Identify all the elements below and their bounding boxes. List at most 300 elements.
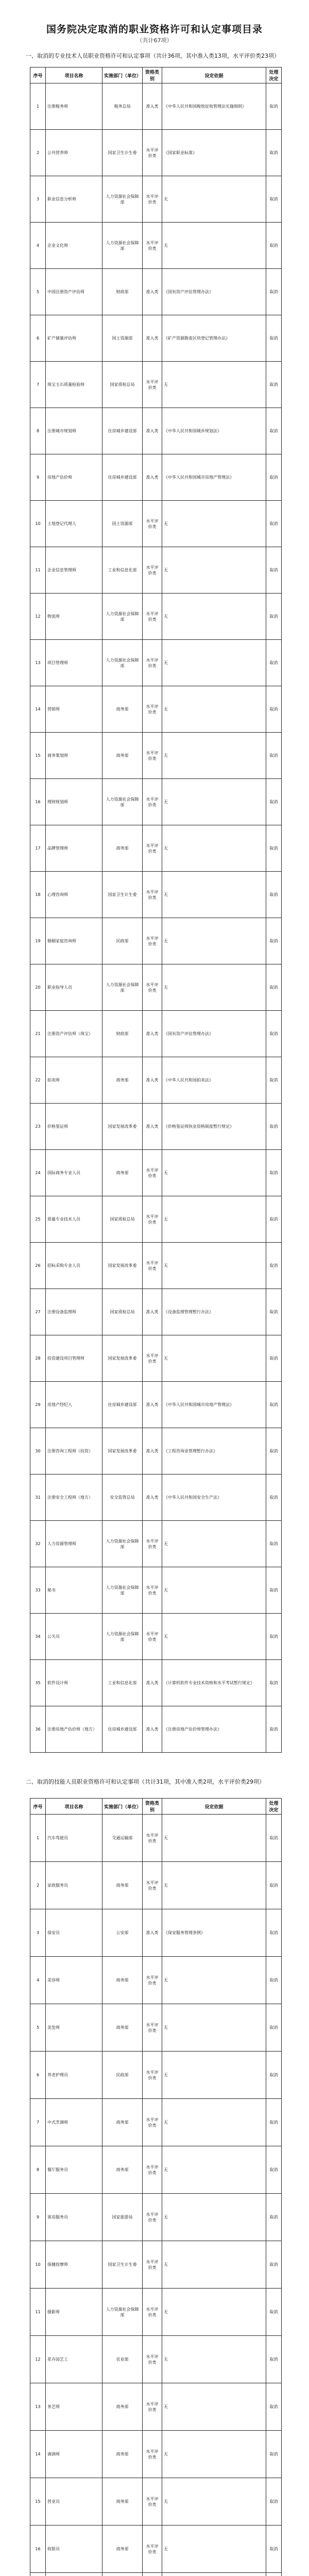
cell-no: 17 — [30, 825, 46, 872]
cell-name: 企业信息管理师 — [46, 547, 102, 594]
table-row — [30, 130, 282, 176]
cell-dept: 农业部 — [102, 2336, 143, 2383]
cell-name: 企业文化师 — [46, 223, 102, 269]
cell-no: 13 — [30, 2383, 46, 2431]
cell-no: 36 — [30, 1706, 46, 1753]
cell-decision: 取消 — [266, 83, 282, 130]
cell-decision: 取消 — [266, 130, 282, 176]
header-no: 序号 — [30, 67, 46, 83]
table-row — [30, 176, 282, 223]
cell-decision: 取消 — [266, 1660, 282, 1706]
table-row — [30, 2146, 282, 2194]
cell-type: 水平评价类 — [143, 964, 162, 1011]
cell-dept: 商务部 — [102, 2099, 143, 2146]
cell-name: 投资建设项目管理师 — [46, 1335, 102, 1382]
cell-no: 4 — [30, 223, 46, 269]
cell-decision: 取消 — [266, 1104, 282, 1150]
cell-no: 29 — [30, 1382, 46, 1428]
cell-dept: 国家质检总局 — [102, 1289, 143, 1335]
cell-type: 准入类 — [143, 1475, 162, 1521]
cell-name: 营业员 — [46, 2478, 102, 2526]
cell-no: 3 — [30, 1909, 46, 1957]
table-row — [30, 1335, 282, 1382]
cell-name: 花卉园艺工 — [46, 2336, 102, 2383]
cell-dept: 税务总局 — [102, 83, 143, 130]
cell-type: 水平评价类 — [143, 1196, 162, 1243]
cell-type: 水平评价类 — [143, 2194, 162, 2241]
cell-decision: 取消 — [266, 408, 282, 454]
cell-type: 水平评价类 — [143, 1567, 162, 1614]
cell-dept: 商务部 — [102, 825, 143, 872]
table-row — [30, 825, 282, 872]
cell-name: 注册安全工程师（地方） — [46, 1475, 102, 1521]
cell-basis: 无 — [162, 1150, 266, 1196]
cell-no: 19 — [30, 918, 46, 964]
cell-no: 24 — [30, 1150, 46, 1196]
cell-decision: 取消 — [266, 1335, 282, 1382]
cell-no: 9 — [30, 2194, 46, 2241]
cell-name: 汽车驾驶员 — [46, 1815, 102, 1862]
cell-decision: 取消 — [266, 1428, 282, 1475]
cell-no: 30 — [30, 1428, 46, 1475]
cell-basis: 无 — [162, 964, 266, 1011]
cell-type: 水平评价类 — [143, 1150, 162, 1196]
cell-name: 美发师 — [46, 2004, 102, 2052]
cell-dept: 商务部 — [102, 2383, 143, 2431]
cell-no: 33 — [30, 1567, 46, 1614]
cell-basis: 无 — [162, 1614, 266, 1660]
cell-name — [46, 2573, 102, 2576]
table-row — [30, 594, 282, 640]
cell-decision: 取消 — [266, 733, 282, 779]
cell-type: 准入类 — [143, 1660, 162, 1706]
cell-dept: 人力资源社会保障部 — [102, 640, 143, 686]
cell-basis: 无 — [162, 2383, 266, 2431]
cell-decision: 取消 — [266, 2289, 282, 2336]
cell-basis: 《国有资产评估管理办法》 — [162, 1011, 266, 1057]
cell-type: 水平评价类 — [143, 1335, 162, 1382]
cell-decision: 取消 — [266, 2383, 282, 2431]
cell-decision: 取消 — [266, 2146, 282, 2194]
cell-dept: 商务部 — [102, 2004, 143, 2052]
cell-name: 物流师 — [46, 594, 102, 640]
cell-dept: 商务部 — [102, 2526, 143, 2573]
cell-name: 调酒师 — [46, 2431, 102, 2478]
header-decision: 处理决定 — [266, 67, 282, 83]
table-row — [30, 1567, 282, 1614]
cell-type: 水平评价类 — [143, 2478, 162, 2526]
table-row — [30, 2383, 282, 2431]
cell-type: 水平评价类 — [143, 779, 162, 825]
cell-no: 22 — [30, 1057, 46, 1104]
cell-type — [143, 2573, 162, 2576]
cell-decision — [266, 2573, 282, 2576]
cell-basis: 无 — [162, 1862, 266, 1909]
cell-dept: 国家质检总局 — [102, 1196, 143, 1243]
cell-dept: 国家发展改革委 — [102, 1335, 143, 1382]
table-row — [30, 269, 282, 315]
cell-basis: 《价格鉴证师执业资格制度暂行规定》 — [162, 1104, 266, 1150]
cell-name: 珠宝玉石质量检验师 — [46, 362, 102, 408]
cell-no: 2 — [30, 130, 46, 176]
cell-decision: 取消 — [266, 2478, 282, 2526]
table-row — [30, 733, 282, 779]
table-row — [30, 1196, 282, 1243]
cell-name: 拍卖师 — [46, 1057, 102, 1104]
cell-basis: 《国有资产评估管理办法》 — [162, 269, 266, 315]
cell-basis: 无 — [162, 2146, 266, 2194]
cell-no: 3 — [30, 176, 46, 223]
cell-no: 35 — [30, 1660, 46, 1706]
professional-qualification-table — [30, 67, 282, 1753]
cell-decision: 取消 — [266, 1057, 282, 1104]
cell-name: 注册资产评估师（珠宝） — [46, 1011, 102, 1057]
cell-name: 价格鉴证师 — [46, 1104, 102, 1150]
cell-decision: 取消 — [266, 640, 282, 686]
cell-no: 12 — [30, 594, 46, 640]
cell-decision: 取消 — [266, 2194, 282, 2241]
table-row — [30, 2573, 282, 2576]
cell-no: 23 — [30, 1104, 46, 1150]
cell-decision: 取消 — [266, 918, 282, 964]
cell-decision: 取消 — [266, 1614, 282, 1660]
cell-decision: 取消 — [266, 1567, 282, 1614]
cell-type: 水平评价类 — [143, 2336, 162, 2383]
cell-basis: 无 — [162, 1196, 266, 1243]
cell-basis: 无 — [162, 733, 266, 779]
cell-basis: 《国家职业标准》 — [162, 130, 266, 176]
cell-decision: 取消 — [266, 362, 282, 408]
table-header-row — [30, 1799, 282, 1815]
cell-no: 31 — [30, 1475, 46, 1521]
table-row — [30, 1382, 282, 1428]
cell-decision: 取消 — [266, 501, 282, 547]
cell-type: 水平评价类 — [143, 1521, 162, 1567]
cell-decision: 取消 — [266, 1815, 282, 1862]
cell-dept: 工业和信息化部 — [102, 547, 143, 594]
cell-name: 保安员 — [46, 1909, 102, 1957]
table-row — [30, 454, 282, 501]
cell-no: 4 — [30, 1957, 46, 2004]
cell-basis: 《中华人民共和国城市房地产管理法》 — [162, 1382, 266, 1428]
cell-no: 32 — [30, 1521, 46, 1567]
cell-type: 准入类 — [143, 1706, 162, 1753]
cell-type: 水平评价类 — [143, 825, 162, 872]
cell-decision: 取消 — [266, 1011, 282, 1057]
cell-no: 7 — [30, 2099, 46, 2146]
cell-no: 5 — [30, 269, 46, 315]
cell-basis: 无 — [162, 2241, 266, 2289]
cell-type: 水平评价类 — [143, 918, 162, 964]
cell-no: 15 — [30, 2478, 46, 2526]
cell-no: 16 — [30, 2526, 46, 2573]
table-row — [30, 1011, 282, 1057]
cell-dept: 国家质检总局 — [102, 362, 143, 408]
cell-dept: 商务部 — [102, 1150, 143, 1196]
cell-no: 6 — [30, 315, 46, 362]
cell-decision: 取消 — [266, 1196, 282, 1243]
cell-name: 软件设计师 — [46, 1660, 102, 1706]
header-type: 资格类别 — [143, 67, 162, 83]
cell-name: 保健按摩师 — [46, 2241, 102, 2289]
cell-dept: 财政部 — [102, 269, 143, 315]
table-row — [30, 362, 282, 408]
cell-dept: 民政部 — [102, 918, 143, 964]
cell-basis: 无 — [162, 872, 266, 918]
cell-decision: 取消 — [266, 779, 282, 825]
cell-name: 国际商务专业人员 — [46, 1150, 102, 1196]
table-row — [30, 779, 282, 825]
table-row — [30, 1521, 282, 1567]
cell-dept: 工业和信息化部 — [102, 1660, 143, 1706]
cell-decision: 取消 — [266, 1289, 282, 1335]
cell-decision: 取消 — [266, 223, 282, 269]
cell-dept: 公安部 — [102, 1909, 143, 1957]
cell-name: 注册咨询工程师（投资） — [46, 1428, 102, 1475]
table-row — [30, 2336, 282, 2383]
cell-dept: 人力资源社会保障部 — [102, 779, 143, 825]
table-row — [30, 1428, 282, 1475]
cell-type: 水平评价类 — [143, 872, 162, 918]
cell-type: 水平评价类 — [143, 1243, 162, 1289]
table-row — [30, 547, 282, 594]
cell-no: 11 — [30, 2289, 46, 2336]
cell-type: 水平评价类 — [143, 130, 162, 176]
cell-decision: 取消 — [266, 315, 282, 362]
cell-name: 营销师 — [46, 686, 102, 733]
cell-dept: 住房城乡建设部 — [102, 1382, 143, 1428]
cell-dept: 国土资源部 — [102, 315, 143, 362]
cell-name: 秘书 — [46, 1567, 102, 1614]
cell-decision: 取消 — [266, 547, 282, 594]
cell-basis: 无 — [162, 223, 266, 269]
cell-decision: 取消 — [266, 594, 282, 640]
cell-no: 14 — [30, 686, 46, 733]
cell-decision: 取消 — [266, 964, 282, 1011]
cell-basis: 《中华人民共和国城市房地产管理法》 — [162, 454, 266, 501]
cell-name: 职业信息分析师 — [46, 176, 102, 223]
cell-decision: 取消 — [266, 1909, 282, 1957]
table-row — [30, 1909, 282, 1957]
cell-no: 20 — [30, 964, 46, 1011]
cell-name: 理财规划师 — [46, 779, 102, 825]
table-row — [30, 2194, 282, 2241]
cell-dept — [102, 2573, 143, 2576]
cell-dept: 国家旅游局 — [102, 2194, 143, 2241]
table-row — [30, 1957, 282, 2004]
cell-dept: 商务部 — [102, 1957, 143, 2004]
cell-decision: 取消 — [266, 2431, 282, 2478]
cell-type: 准入类 — [143, 1289, 162, 1335]
cell-basis: 无 — [162, 640, 266, 686]
table-row — [30, 501, 282, 547]
cell-dept: 民政部 — [102, 2052, 143, 2099]
cell-basis: 无 — [162, 2526, 266, 2573]
cell-decision: 取消 — [266, 1382, 282, 1428]
cell-dept: 住房城乡建设部 — [102, 408, 143, 454]
cell-type: 水平评价类 — [143, 362, 162, 408]
cell-decision: 取消 — [266, 269, 282, 315]
cell-dept: 住房城乡建设部 — [102, 1706, 143, 1753]
cell-basis: 《中华人民共和国拍卖法》 — [162, 1057, 266, 1104]
cell-name: 房地产估价师 — [46, 454, 102, 501]
cell-type: 准入类 — [143, 408, 162, 454]
cell-dept: 商务部 — [102, 686, 143, 733]
cell-dept: 人力资源社会保障部 — [102, 594, 143, 640]
cell-basis: 无 — [162, 1957, 266, 2004]
cell-type: 准入类 — [143, 1382, 162, 1428]
cell-basis: 无 — [162, 779, 266, 825]
cell-no: 26 — [30, 1243, 46, 1289]
cell-name: 中式烹调师 — [46, 2099, 102, 2146]
cell-dept: 国家卫生计生委 — [102, 872, 143, 918]
table-row — [30, 408, 282, 454]
cell-no: 16 — [30, 779, 46, 825]
cell-name: 土地登记代理人 — [46, 501, 102, 547]
cell-name: 房地产经纪人 — [46, 1382, 102, 1428]
table-row — [30, 2289, 282, 2336]
cell-basis: 无 — [162, 176, 266, 223]
cell-no: 28 — [30, 1335, 46, 1382]
cell-type: 水平评价类 — [143, 1614, 162, 1660]
cell-dept: 国家卫生计生委 — [102, 2241, 143, 2289]
cell-dept: 国家发展改革委 — [102, 1243, 143, 1289]
cell-name: 注册城市规划师 — [46, 408, 102, 454]
cell-no: 6 — [30, 2052, 46, 2099]
cell-name: 客房服务员 — [46, 2194, 102, 2241]
table-row — [30, 640, 282, 686]
cell-decision: 取消 — [266, 1521, 282, 1567]
table-row — [30, 2526, 282, 2573]
cell-basis: 无 — [162, 2431, 266, 2478]
cell-basis: 无 — [162, 1521, 266, 1567]
header-basis: 设定依据 — [162, 1799, 266, 1815]
cell-type: 水平评价类 — [143, 2383, 162, 2431]
cell-type: 水平评价类 — [143, 501, 162, 547]
header-name: 项目名称 — [46, 67, 102, 83]
cell-basis: 无 — [162, 1567, 266, 1614]
header-no: 序号 — [30, 1799, 46, 1815]
cell-dept: 国家发展改革委 — [102, 1428, 143, 1475]
page-title: 国务院决定取消的职业资格许可和认定事项目录 — [46, 24, 263, 35]
cell-dept: 人力资源社会保障部 — [102, 1521, 143, 1567]
cell-no: 8 — [30, 408, 46, 454]
table-row — [30, 1104, 282, 1150]
cell-type: 水平评价类 — [143, 2431, 162, 2478]
cell-no: 2 — [30, 1862, 46, 1909]
cell-dept: 人力资源社会保障部 — [102, 1614, 143, 1660]
cell-name: 家政服务员 — [46, 1862, 102, 1909]
cell-name: 心理咨询师 — [46, 872, 102, 918]
cell-type: 水平评价类 — [143, 2289, 162, 2336]
cell-type: 准入类 — [143, 1011, 162, 1057]
cell-name: 质量专业技术人员 — [46, 1196, 102, 1243]
cell-type: 水平评价类 — [143, 2146, 162, 2194]
cell-name: 茶艺师 — [46, 2383, 102, 2431]
cell-dept: 人力资源社会保障部 — [102, 1567, 143, 1614]
cell-no: 34 — [30, 1614, 46, 1660]
cell-decision: 取消 — [266, 1475, 282, 1521]
cell-dept: 人力资源社会保障部 — [102, 223, 143, 269]
cell-name: 注册税务师 — [46, 83, 102, 130]
table-row — [30, 1057, 282, 1104]
cell-name: 注册设备监理师 — [46, 1289, 102, 1335]
header-decision: 处理决定 — [266, 1799, 282, 1815]
cell-name: 婚姻家庭咨询师 — [46, 918, 102, 964]
table-row — [30, 1614, 282, 1660]
cell-decision: 取消 — [266, 2004, 282, 2052]
cell-dept: 财政部 — [102, 1011, 143, 1057]
cell-decision: 取消 — [266, 176, 282, 223]
table-row — [30, 223, 282, 269]
cell-basis: 《中华人民共和国安全生产法》 — [162, 1475, 266, 1521]
table-row — [30, 1289, 282, 1335]
cell-basis: 《设备监理管理暂行办法》 — [162, 1289, 266, 1335]
cell-no: 14 — [30, 2431, 46, 2478]
cell-type: 准入类 — [143, 315, 162, 362]
cell-name: 餐厅服务员 — [46, 2146, 102, 2194]
cell-basis — [162, 2573, 266, 2576]
cell-dept: 人力资源社会保障部 — [102, 176, 143, 223]
cell-name: 摄影师 — [46, 2289, 102, 2336]
cell-name: 项目管理师 — [46, 640, 102, 686]
cell-no: 11 — [30, 547, 46, 594]
table-row — [30, 1862, 282, 1909]
section-heading-1: 一、取消的专业技术人员职业资格许可和认定事项（共计36项，其中准入类13项，水平评价类23项） — [26, 53, 280, 59]
table-row — [30, 315, 282, 362]
header-type: 资格类别 — [143, 1799, 162, 1815]
header-basis: 设定依据 — [162, 67, 266, 83]
header-dept: 实施部门（单位） — [102, 1799, 143, 1815]
cell-decision: 取消 — [266, 1706, 282, 1753]
cell-decision: 取消 — [266, 2052, 282, 2099]
cell-name: 品牌管理师 — [46, 825, 102, 872]
cell-name: 招标采购专业人员 — [46, 1243, 102, 1289]
cell-type: 水平评价类 — [143, 1815, 162, 1862]
cell-name: 中国注册资产评估师 — [46, 269, 102, 315]
cell-decision: 取消 — [266, 1862, 282, 1909]
cell-basis: 《注册房地产估价师管理办法》 — [162, 1706, 266, 1753]
table-row — [30, 2004, 282, 2052]
cell-no: 21 — [30, 1011, 46, 1057]
cell-basis: 无 — [162, 1335, 266, 1382]
cell-name: 养老护理员 — [46, 2052, 102, 2099]
page-subtitle: （共计67项） — [136, 37, 173, 44]
cell-basis: 无 — [162, 918, 266, 964]
cell-name: 公关员 — [46, 1614, 102, 1660]
table-row — [30, 2431, 282, 2478]
cell-no: 10 — [30, 501, 46, 547]
cell-type: 水平评价类 — [143, 2004, 162, 2052]
cell-type: 水平评价类 — [143, 2052, 162, 2099]
cell-decision: 取消 — [266, 872, 282, 918]
cell-basis: 无 — [162, 2194, 266, 2241]
cell-no: 27 — [30, 1289, 46, 1335]
cell-no — [30, 2573, 46, 2576]
skill-qualification-table — [30, 1798, 282, 2576]
table-row — [30, 1706, 282, 1753]
header-dept: 实施部门（单位） — [102, 67, 143, 83]
cell-type: 水平评价类 — [143, 2099, 162, 2146]
cell-type: 准入类 — [143, 454, 162, 501]
table-row — [30, 1660, 282, 1706]
cell-dept: 安全监管总局 — [102, 1475, 143, 1521]
cell-decision: 取消 — [266, 825, 282, 872]
table-row — [30, 2241, 282, 2289]
table-row — [30, 83, 282, 130]
cell-name: 商务策划师 — [46, 733, 102, 779]
cell-dept: 国家卫生计生委 — [102, 130, 143, 176]
